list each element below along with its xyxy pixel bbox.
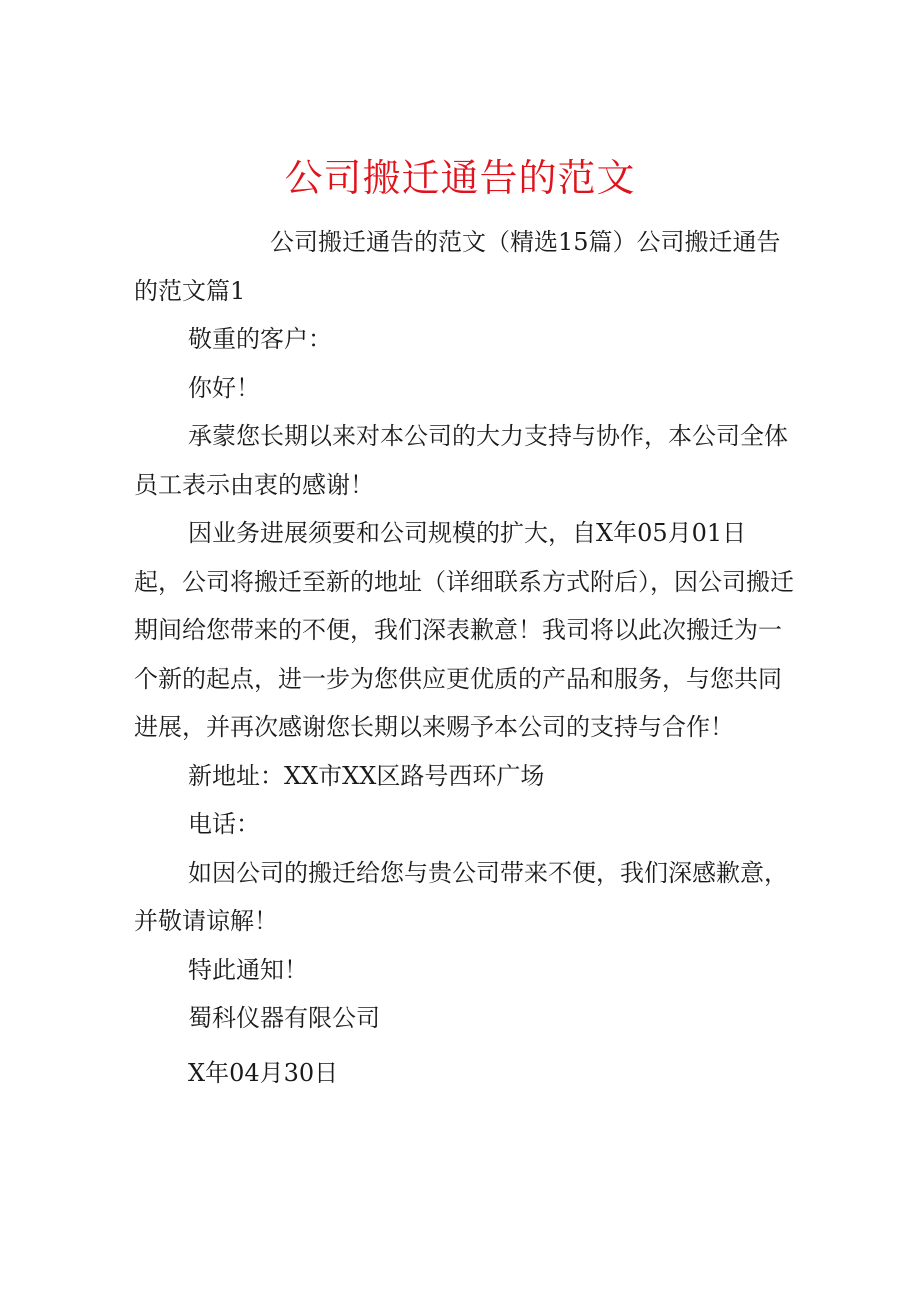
paragraph-relocation: 因业务进展须要和公司规模的扩大，自X年05月01日起，公司将搬迁至新的地址（详细联系方式附后），因公司搬迁期间给您带来的不便，我们深表歉意！我司将以此次搬迁为一个新的起点，进一步为您供应更优质的产品和服务，与您共同进展，并再次感谢您长期以来赐予本公司的支持与合作！ [134,519,794,741]
paragraph-thanks: 承蒙您长期以来对本公司的大力支持与协作，本公司全体员工表示由衷的感谢！ [134,422,788,499]
closing-notice: 特此通知！ [188,955,308,984]
document-title: 公司搬迁通告的范文 [284,156,636,200]
document-body [134,218,794,1097]
document-subtitle: 公司搬迁通告的范文（精选15篇）公司搬迁通告的范文篇1 [134,228,781,305]
company-name: 蜀科仪器有限公司 [188,1004,380,1032]
notice-date: X年04月30日 [188,1058,339,1087]
new-address: 新地址：XX市XX区路号西环广场 [188,761,545,790]
apology-paragraph: 如因公司的搬迁给您与贵公司带来不便，我们深感歉意，并敬请谅解！ [134,858,788,935]
phone-line: 电话： [188,810,260,838]
salutation: 敬重的客户： [188,325,332,353]
greeting: 你好！ [188,373,260,402]
